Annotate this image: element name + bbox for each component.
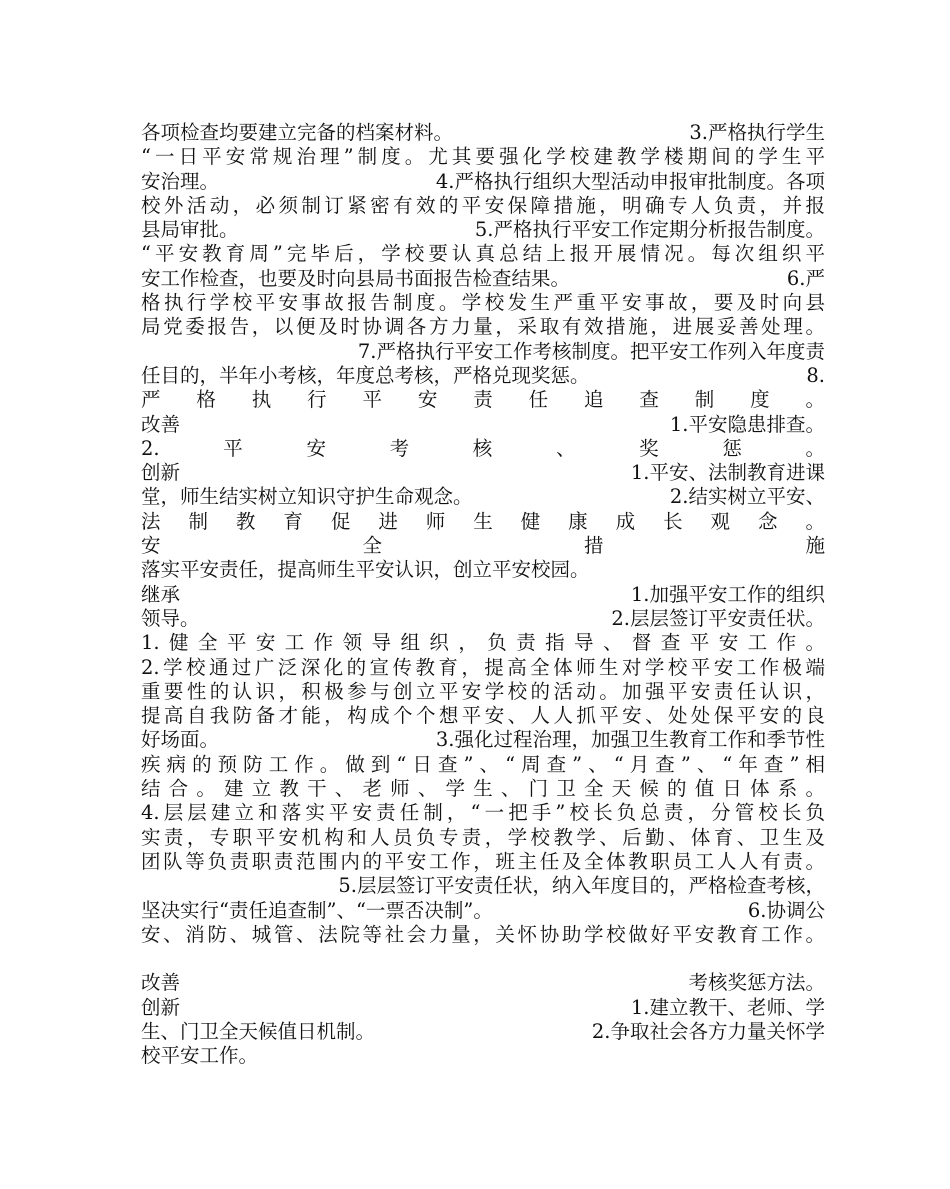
text-line: 重要性的认识，积极参与创立平安学校的活动。加强平安责任认识， xyxy=(141,679,825,703)
text-line xyxy=(141,364,825,388)
text-line xyxy=(141,971,825,995)
text-line: 落实平安责任，提高师生平安认识，创立平安校园。 xyxy=(141,558,590,582)
text-line xyxy=(141,874,825,898)
text-segment: 6.协调公 xyxy=(747,898,825,922)
text-segment: 堂，师生结实树立知识守护生命观念。 xyxy=(141,485,473,509)
text-segment: 县局审批。 xyxy=(141,218,239,242)
text-line xyxy=(141,485,825,509)
text-line: 4.层层建立和落实平安责任制，“一把手”校长负总责，分管校长负 xyxy=(141,801,825,825)
text-line xyxy=(141,218,825,242)
text-segment: 7.严格执行平安工作考核制度。把平安工作列入年度责 xyxy=(357,339,825,363)
text-line xyxy=(141,1020,825,1044)
text-line xyxy=(141,583,825,607)
text-line: 校平安工作。 xyxy=(141,1044,259,1068)
text-line xyxy=(141,899,825,923)
text-segment: 领导。 xyxy=(141,606,200,630)
text-line: 安全措施 xyxy=(141,534,825,558)
text-line xyxy=(141,170,825,194)
text-line: “一日平安常规治理”制度。尤其要强化学校建教学楼期间的学生平 xyxy=(141,145,825,169)
text-segment: 5.层层签订平安责任状，纳入年度目的，严格检查考核， xyxy=(338,874,825,898)
text-line xyxy=(141,413,825,437)
text-segment: 1.平安隐患排查。 xyxy=(669,412,825,436)
text-line xyxy=(141,121,825,145)
text-segment: 2.结实树立平安、 xyxy=(669,485,825,509)
text-segment: 1.加强平安工作的组织 xyxy=(630,582,825,606)
text-line: 团队等负责职责范围内的平安工作，班主任及全体教职员工人人有责。 xyxy=(141,849,825,873)
text-segment: 各项检查均要建立完备的档案材料。 xyxy=(141,121,454,144)
text-line: 安、消防、城管、法院等社会力量，关怀协助学校做好平安教育工作。 xyxy=(141,922,825,946)
text-segment: 安工作检查，也要及时向县局书面报告检查结果。 xyxy=(141,266,571,290)
text-line: 严格执行平安责任追查制度。 xyxy=(141,388,825,412)
text-line: 疾病的预防工作。做到“日查”、“周查”、“月查”、“年查”相 xyxy=(141,752,825,776)
text-segment: 任目的，半年小考核，年度总考核，严格兑现奖惩。 xyxy=(141,363,590,387)
blank-line xyxy=(141,947,825,971)
text-segment: 安治理。 xyxy=(141,169,220,193)
text-segment: 好场面。 xyxy=(141,728,220,752)
text-line: 结合。建立教干、老师、学生、门卫全天候的值日体系。 xyxy=(141,777,825,801)
text-line: 提高自我防备才能，构成个个想平安、人人抓平安、处处保平安的良 xyxy=(141,704,825,728)
text-line: 实责，专职平安机构和人员负专责，学校教学、后勤、体育、卫生及 xyxy=(141,825,825,849)
text-line: 格执行学校平安事故报告制度。学校发生严重平安事故，要及时向县 xyxy=(141,291,825,315)
text-line: 法制教育促进师生健康成长观念。 xyxy=(141,509,825,533)
text-segment: 5.严格执行平安工作定期分析报告制度。 xyxy=(474,218,825,242)
text-line: 校外活动，必须制订紧密有效的平安保障措施，明确专人负责，并报 xyxy=(141,193,825,217)
text-segment: 改善 xyxy=(141,412,181,436)
text-line xyxy=(141,996,825,1020)
text-segment: 1.建立教干、老师、学 xyxy=(630,995,825,1019)
text-segment: 1.平安、法制教育进课 xyxy=(630,461,825,485)
text-segment: 创新 xyxy=(141,995,181,1019)
text-segment: 生、门卫全天候值日机制。 xyxy=(141,1019,376,1043)
text-line xyxy=(141,607,825,631)
text-segment: 3.强化过程治理，加强卫生教育工作和季节性 xyxy=(435,728,825,752)
text-segment: 2.层层签订平安责任状。 xyxy=(611,606,825,630)
text-segment: 8. xyxy=(806,363,825,387)
text-segment: 2.争取社会各方力量关怀学 xyxy=(591,1019,825,1043)
text-line: 局党委报告，以便及时协调各方力量，采取有效措施，进展妥善处理。 xyxy=(141,315,825,339)
text-segment: 坚决实行“责任追查制”、“一票否决制”。 xyxy=(141,898,493,922)
text-line xyxy=(141,461,825,485)
text-line: 1.健全平安工作领导组织，负责指导、督查平安工作。 xyxy=(141,631,825,655)
text-segment: 继承 xyxy=(141,582,181,606)
text-segment: 3.严格执行学生 xyxy=(689,121,825,144)
text-segment: 创新 xyxy=(141,461,181,485)
text-segment: 4.严格执行组织大型活动申报审批制度。各项 xyxy=(435,169,825,193)
text-line: 2.平安考核、奖惩。 xyxy=(141,436,825,460)
text-line xyxy=(141,728,825,752)
text-line xyxy=(141,340,825,364)
text-segment: 改善 xyxy=(141,971,181,995)
text-line: 2.学校通过广泛深化的宣传教育，提高全体师生对学校平安工作极端 xyxy=(141,655,825,679)
document-body xyxy=(141,121,825,1069)
text-segment: 考核奖惩方法。 xyxy=(688,971,825,995)
text-line xyxy=(141,267,825,291)
text-line: “平安教育周”完毕后，学校要认真总结上报开展情况。每次组织平 xyxy=(141,242,825,266)
text-segment: 6.严 xyxy=(786,266,825,290)
